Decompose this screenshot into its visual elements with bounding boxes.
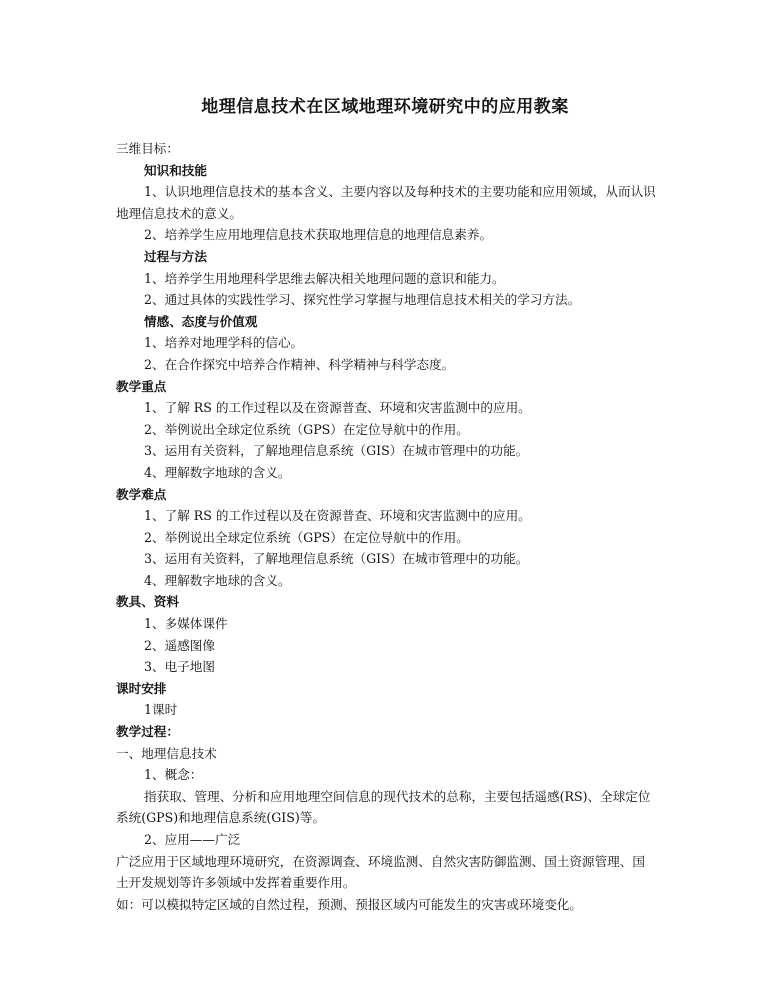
key-point-item: 4、理解数字地球的含义。 <box>144 464 291 480</box>
emotion-item-2: 2、在合作探究中培养合作精神、科学精神与科学态度。 <box>144 356 455 372</box>
application-heading: 2、应用——广泛 <box>144 832 241 847</box>
section-1-heading: 一、地理信息技术 <box>116 745 217 761</box>
goals-heading: 三维目标： <box>116 141 179 156</box>
process-method-heading: 过程与方法 <box>144 248 207 264</box>
knowledge-item-1: 1、认识地理信息技术的基本含义、主要内容以及每种技术的主要功能和应用领域，从而认识地理信息技术的意义。 <box>116 184 656 221</box>
key-point-item: 3、运用有关资料，了解地理信息系统（GIS）在城市管理中的功能。 <box>144 443 529 459</box>
schedule-value: 1课时 <box>144 702 178 718</box>
key-points-heading: 教学重点 <box>116 378 167 394</box>
material-item: 3、电子地图 <box>144 659 215 675</box>
difficult-point-item: 2、举例说出全球定位系统（GPS）在定位导航中的作用。 <box>144 529 469 545</box>
difficult-point-item: 4、理解数字地球的含义。 <box>144 572 291 588</box>
example-text: 如：可以模拟特定区域的自然过程，预测、预报区域内可能发生的灾害或环境变化。 <box>116 896 582 912</box>
key-point-item: 1、了解 RS 的工作过程以及在资源普查、环境和灾害监测中的应用。 <box>144 400 531 416</box>
difficult-points-heading: 教学难点 <box>116 486 167 502</box>
schedule-heading: 课时安排 <box>116 680 167 696</box>
concept-heading: 1、概念： <box>144 767 203 783</box>
emotion-heading: 情感、态度与价值观 <box>144 313 258 329</box>
process-method-item-2: 2、通过具体的实践性学习、探究性学习掌握与地理信息技术相关的学习方法。 <box>144 292 581 308</box>
application-text: 广泛应用于区域地理环境研究，在资源调查、环境监测、自然灾害防御监测、国土资源管理、国土开发规划等许多领域中发挥着重要作用。 <box>116 853 645 891</box>
concept-text: 指获取、管理、分析和应用地理空间信息的现代技术的总称，主要包括遥感(RS)、全球定位系统(GPS)和地理信息系统(GIS)等。 <box>116 788 651 826</box>
difficult-point-item: 1、了解 RS 的工作过程以及在资源普查、环境和灾害监测中的应用。 <box>144 508 531 524</box>
knowledge-heading: 知识和技能 <box>144 162 207 178</box>
material-item: 1、多媒体课件 <box>144 616 228 632</box>
difficult-point-item: 3、运用有关资料，了解地理信息系统（GIS）在城市管理中的功能。 <box>144 551 529 567</box>
document-body <box>116 138 656 915</box>
knowledge-item-2: 2、培养学生应用地理信息技术获取地理信息的地理信息素养。 <box>144 227 493 243</box>
material-item: 2、遥感图像 <box>144 637 215 653</box>
emotion-item-1: 1、培养对地理学科的信心。 <box>144 335 304 351</box>
process-method-item-1: 1、培养学生用地理科学思维去解决相关地理问题的意识和能力。 <box>144 270 505 286</box>
materials-heading: 教具、资料 <box>116 594 179 610</box>
teaching-process-heading: 教学过程： <box>116 724 179 740</box>
document-title: 地理信息技术在区域地理环境研究中的应用教案 <box>201 97 569 117</box>
key-point-item: 2、举例说出全球定位系统（GPS）在定位导航中的作用。 <box>144 421 469 437</box>
